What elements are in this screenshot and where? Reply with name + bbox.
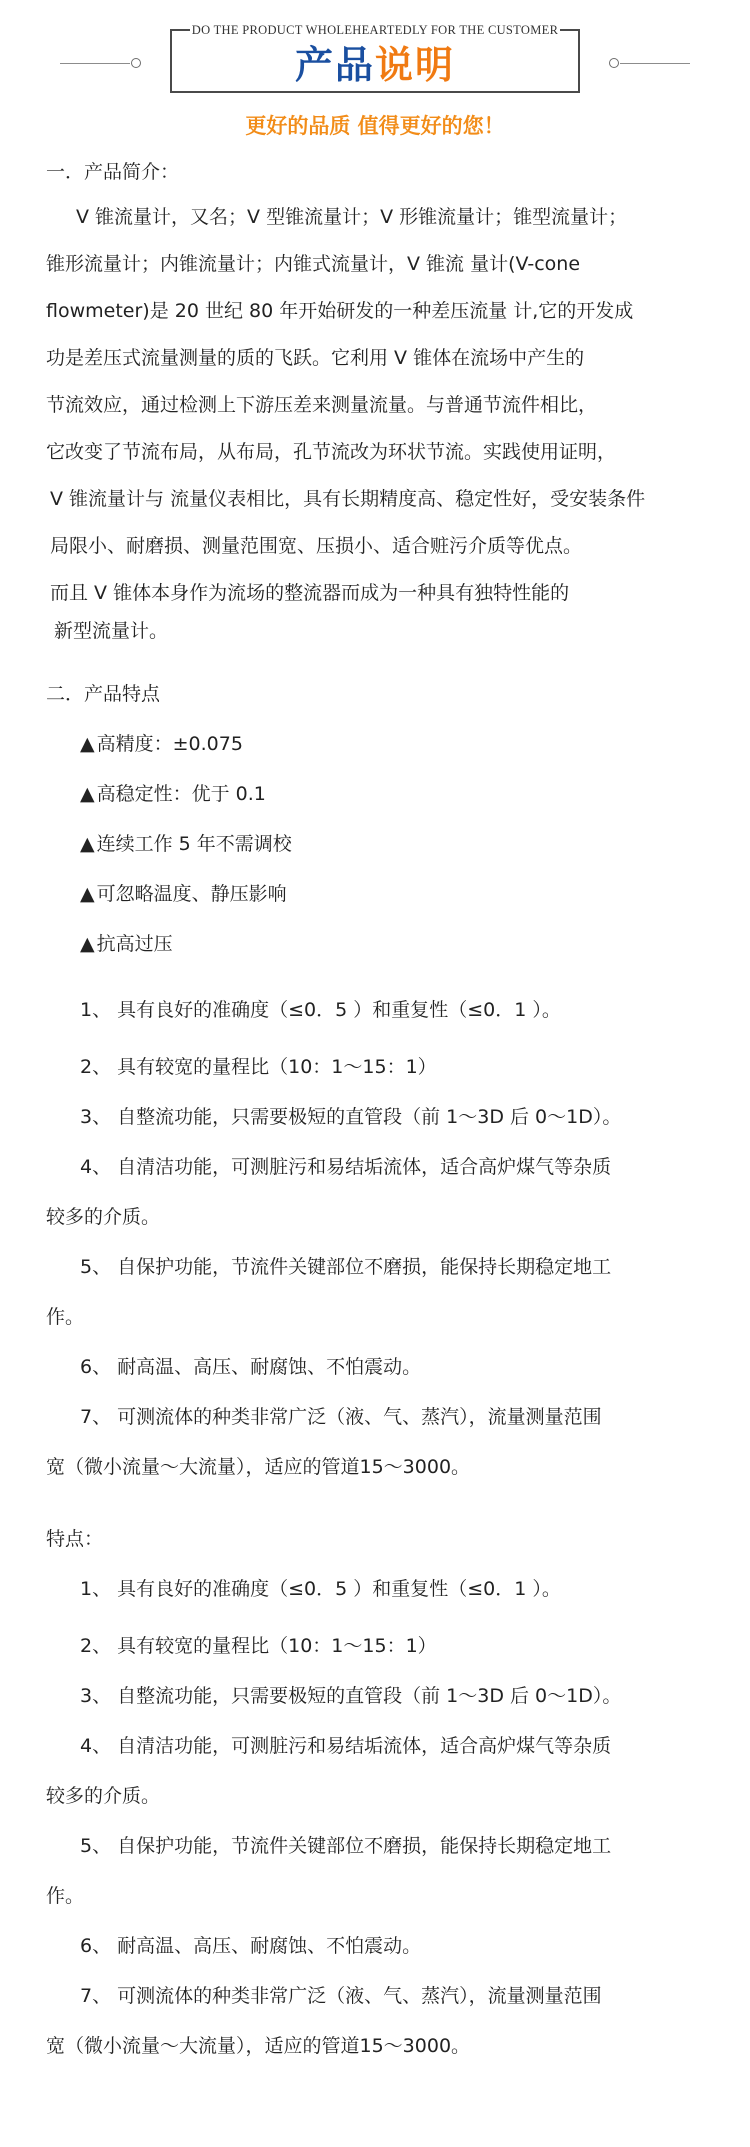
decorative-rule-left (60, 63, 130, 64)
feature-item: 3、 自整流功能，只需要极短的直管段（前 1～3D 后 0～1D）。 (80, 1106, 622, 1128)
decorative-dot-left (131, 58, 141, 68)
characteristic-item: 3、 自整流功能，只需要极短的直管段（前 1～3D 后 0～1D）。 (80, 1685, 622, 1707)
triangle-bullet-icon: ▲ (80, 833, 95, 855)
feature-item: 较多的介质。 (46, 1206, 161, 1228)
page-title (170, 42, 580, 88)
header-banner (0, 0, 750, 110)
triangle-bullet-icon: ▲ (80, 733, 95, 755)
feature-bullet-text: 高稳定性：优于 0.1 (96, 783, 266, 805)
characteristic-item: 作。 (46, 1885, 85, 1907)
page-title-part1: 产品 (294, 43, 375, 87)
feature-bullet (80, 880, 287, 908)
feature-bullet (80, 830, 292, 858)
title-frame-top-left (170, 29, 190, 31)
intro-line: 新型流量计。 (54, 620, 169, 642)
title-frame-top-right (560, 29, 580, 31)
intro-line: flowmeter)是 20 世纪 80 年开始研发的一种差压流量 计,它的开发成 (46, 300, 634, 322)
feature-bullet-text: 连续工作 5 年不需调校 (96, 833, 292, 855)
intro-line: V 锥流量计与 流量仪表相比，具有长期精度高、稳定性好，受安装条件 (50, 488, 646, 510)
characteristic-item: 5、 自保护功能，节流件关键部位不磨损，能保持长期稳定地工 (80, 1835, 612, 1857)
feature-item: 6、 耐高温、高压、耐腐蚀、不怕震动。 (80, 1356, 422, 1378)
feature-item: 2、 具有较宽的量程比（10：1～15：1） (80, 1056, 437, 1078)
header-tagline: DO THE PRODUCT WHOLEHEARTEDLY FOR THE CUSTOMER (191, 23, 559, 37)
feature-bullet (80, 780, 266, 808)
characteristic-item: 较多的介质。 (46, 1785, 161, 1807)
intro-line: 节流效应，通过检测上下游压差来测量流量。与普通节流件相比， (46, 394, 598, 416)
intro-line: 功是差压式流量测量的质的飞跃。它利用 V 锥体在流场中产生的 (46, 347, 585, 369)
features-heading: 二．产品特点 (46, 683, 161, 705)
feature-bullet (80, 730, 243, 758)
decorative-dot-right (609, 58, 619, 68)
characteristics-heading: 特点： (46, 1528, 104, 1550)
triangle-bullet-icon: ▲ (80, 883, 95, 905)
triangle-bullet-icon: ▲ (80, 783, 95, 805)
page-title-part2: 说明 (375, 43, 456, 87)
slogan: 更好的品质 值得更好的您！ (245, 114, 505, 138)
characteristic-item: 2、 具有较宽的量程比（10：1～15：1） (80, 1635, 437, 1657)
feature-bullet-text: 可忽略温度、静压影响 (96, 883, 287, 905)
triangle-bullet-icon: ▲ (80, 933, 95, 955)
feature-item: 7、 可测流体的种类非常广泛（液、气、蒸汽），流量测量范围 (80, 1406, 602, 1428)
intro-line: 而且 V 锥体本身作为流场的整流器而成为一种具有独特性能的 (50, 582, 570, 604)
intro-line: 局限小、耐磨损、测量范围宽、压损小、适合赃污介质等优点。 (50, 535, 583, 557)
feature-bullet-text: 抗高过压 (96, 933, 173, 955)
characteristic-item: 宽（微小流量～大流量），适应的管道15～3000。 (46, 2035, 471, 2057)
intro-line: 锥形流量计；内锥流量计；内锥式流量计，V 锥流 量计(V-cone (46, 253, 581, 275)
feature-item: 宽（微小流量～大流量），适应的管道15～3000。 (46, 1456, 471, 1478)
decorative-rule-right (620, 63, 690, 64)
characteristic-item: 4、 自清洁功能，可测脏污和易结垢流体，适合高炉煤气等杂质 (80, 1735, 612, 1757)
characteristic-item: 1、 具有良好的准确度（≤0．5 ）和重复性（≤0．1 ）。 (80, 1578, 561, 1600)
feature-bullet (80, 930, 173, 958)
characteristic-item: 6、 耐高温、高压、耐腐蚀、不怕震动。 (80, 1935, 422, 1957)
intro-heading: 一．产品简介： (46, 161, 180, 183)
feature-item: 作。 (46, 1306, 85, 1328)
intro-line: 它改变了节流布局，从布局，孔节流改为环状节流。实践使用证明， (46, 441, 617, 463)
feature-item: 4、 自清洁功能，可测脏污和易结垢流体，适合高炉煤气等杂质 (80, 1156, 612, 1178)
intro-line: V 锥流量计，又名；V 型锥流量计；V 形锥流量计；锥型流量计； (76, 206, 628, 228)
characteristic-item: 7、 可测流体的种类非常广泛（液、气、蒸汽），流量测量范围 (80, 1985, 602, 2007)
feature-item: 5、 自保护功能，节流件关键部位不磨损，能保持长期稳定地工 (80, 1256, 612, 1278)
feature-item: 1、 具有良好的准确度（≤0．5 ）和重复性（≤0．1 ）。 (80, 999, 561, 1021)
feature-bullet-text: 高精度：±0.075 (96, 733, 243, 755)
